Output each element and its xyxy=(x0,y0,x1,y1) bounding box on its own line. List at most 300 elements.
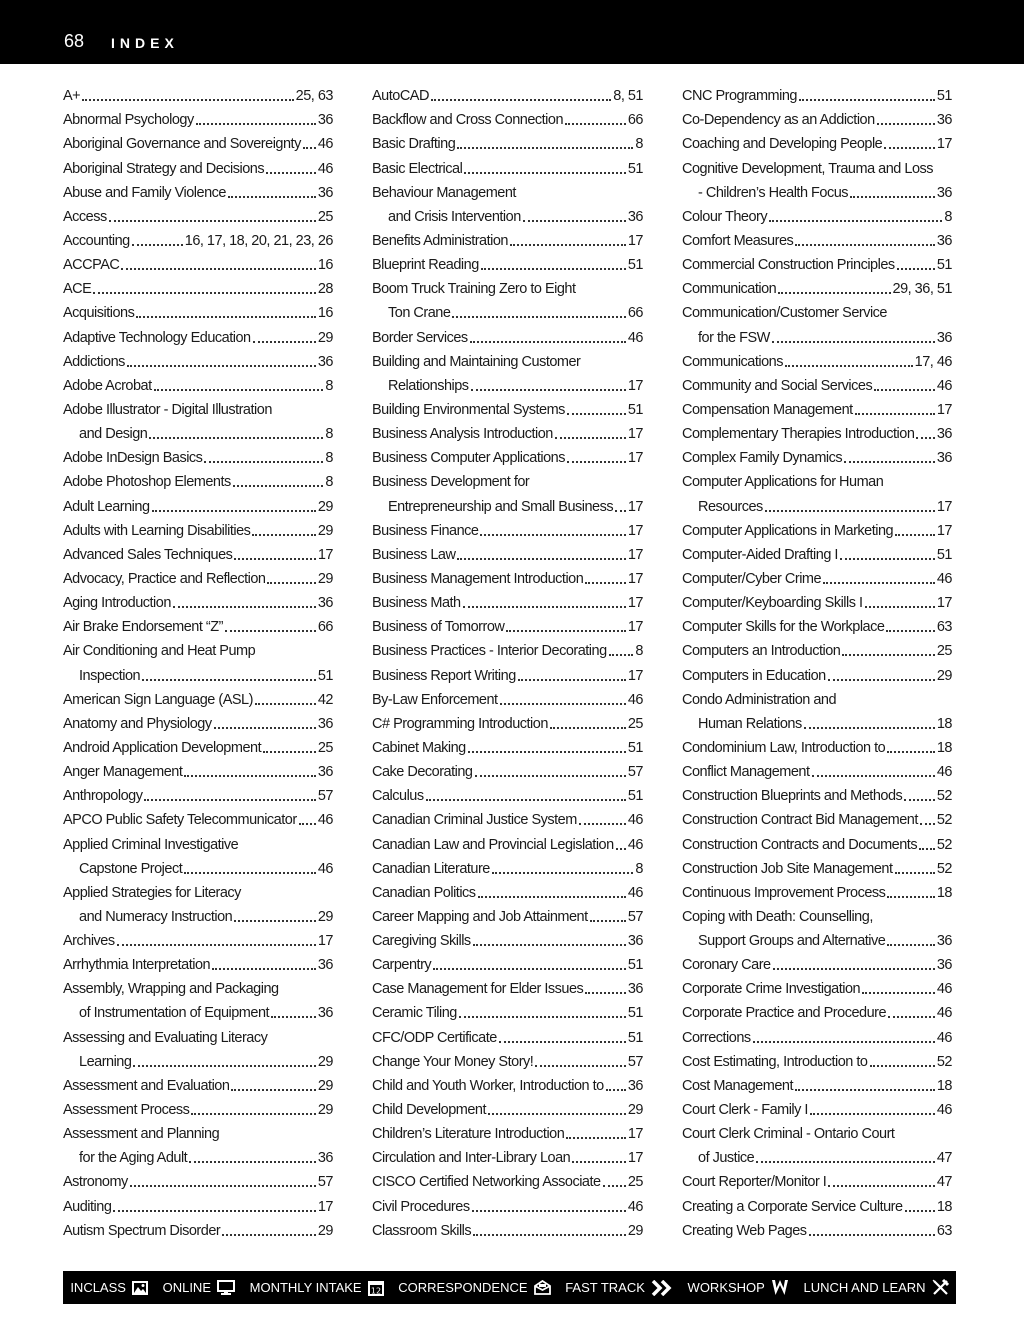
dot-leader xyxy=(565,123,626,125)
dot-leader xyxy=(189,1161,316,1163)
entry-pages: 29 xyxy=(317,329,333,346)
entry-pages: 42 xyxy=(317,691,333,708)
index-entry xyxy=(682,998,952,1022)
entry-pages: 36 xyxy=(627,1077,643,1094)
dot-leader xyxy=(765,510,935,512)
index-entry xyxy=(682,1167,952,1191)
entry-title: Adult Learning xyxy=(63,498,150,515)
index-entry xyxy=(682,274,952,298)
entry-pages: 17 xyxy=(317,546,333,563)
dot-leader xyxy=(823,582,935,584)
entry-pages: 52 xyxy=(936,1053,952,1070)
entry-title: ACE xyxy=(63,281,92,298)
index-entry xyxy=(63,81,333,105)
index-entry xyxy=(682,781,952,805)
dot-leader xyxy=(132,244,183,246)
entry-pages: 8 xyxy=(635,643,643,660)
entry-pages: 29 xyxy=(317,1053,333,1070)
index-entry xyxy=(63,467,333,491)
dot-leader xyxy=(144,799,315,801)
svg-text:12: 12 xyxy=(370,1286,381,1295)
index-entry xyxy=(372,805,643,829)
entry-pages: 29 xyxy=(317,498,333,515)
dot-leader xyxy=(884,147,935,149)
entry-title: Business Analysis Introduction xyxy=(372,426,553,443)
dot-leader xyxy=(121,268,316,270)
entry-title: Business Computer Applications xyxy=(372,450,565,467)
entry-title: Complementary Therapies Introduction xyxy=(682,426,915,443)
legend-item-fast-track xyxy=(565,1280,673,1296)
entry-pages: 46 xyxy=(627,812,643,829)
legend-item-workshop xyxy=(688,1279,789,1296)
entry-pages: 36 xyxy=(936,329,952,346)
dot-leader xyxy=(152,510,316,512)
entry-title: Capstone Project xyxy=(79,860,183,877)
index-entry xyxy=(372,81,643,105)
dot-leader xyxy=(480,534,625,536)
entry-title: Computer/Cyber Crime xyxy=(682,570,822,587)
entry-title: Court Clerk Criminal - Ontario Court xyxy=(682,1126,895,1143)
index-entry xyxy=(63,733,333,757)
entry-pages: 25 xyxy=(627,1174,643,1191)
legend-item-monthly-intake xyxy=(250,1280,384,1296)
index-entry xyxy=(63,347,333,371)
entry-pages: 29 xyxy=(317,570,333,587)
entry-pages: 46 xyxy=(936,981,952,998)
index-entry xyxy=(682,1071,952,1095)
index-entry xyxy=(682,733,952,757)
entry-title: Caregiving Skills xyxy=(372,933,471,950)
dot-leader xyxy=(804,727,935,729)
entry-title: Coaching and Developing People xyxy=(682,136,883,153)
index-entry xyxy=(682,1022,952,1046)
index-entry xyxy=(682,926,952,950)
entry-pages: 52 xyxy=(936,812,952,829)
dot-leader xyxy=(149,437,323,439)
index-entry xyxy=(682,347,952,371)
entry-title: Condominium Law, Introduction to xyxy=(682,739,886,756)
entry-title: Anger Management xyxy=(63,764,183,781)
entry-pages: 51 xyxy=(627,257,643,274)
entry-title: Building and Maintaining Customer xyxy=(372,353,581,370)
double-chevron-icon xyxy=(651,1280,673,1296)
entry-title: Basic Electrical xyxy=(372,160,463,177)
entry-pages: 17 xyxy=(627,498,643,515)
entry-title: Coping with Death: Counselling, xyxy=(682,908,873,925)
entry-title: Auditing xyxy=(63,1198,112,1215)
index-entry xyxy=(63,1143,333,1167)
index-entry xyxy=(372,854,643,878)
entry-title: Aging Introduction xyxy=(63,595,171,612)
entry-title: Basic Drafting xyxy=(372,136,456,153)
entry-pages: 17 xyxy=(317,1198,333,1215)
dot-leader xyxy=(616,848,626,850)
index-entry xyxy=(372,419,643,443)
index-entry xyxy=(682,129,952,153)
entry-title: Calculus xyxy=(372,788,424,805)
dot-leader xyxy=(266,172,316,174)
entry-title: Addictions xyxy=(63,353,125,370)
entry-pages: 17 xyxy=(627,546,643,563)
dot-leader xyxy=(812,775,935,777)
entry-pages: 46 xyxy=(936,764,952,781)
entry-pages: 46 xyxy=(627,836,643,853)
index-entry xyxy=(372,516,643,540)
entry-pages: 63 xyxy=(936,1222,952,1239)
entry-title: Assembly, Wrapping and Packaging xyxy=(63,981,279,998)
dot-leader xyxy=(919,848,935,850)
entry-title: for the FSW xyxy=(698,329,770,346)
dot-leader xyxy=(799,99,935,101)
index-entry xyxy=(682,1143,952,1167)
entry-pages: 36 xyxy=(627,933,643,950)
index-entry xyxy=(682,757,952,781)
index-entry xyxy=(63,1119,333,1143)
dot-leader xyxy=(567,461,626,463)
index-entry xyxy=(63,636,333,660)
entry-pages: 36 xyxy=(936,426,952,443)
index-entry xyxy=(372,878,643,902)
index-entry xyxy=(682,298,952,322)
index-entry xyxy=(63,1191,333,1215)
dot-leader xyxy=(481,268,626,270)
entry-title: Civil Procedures xyxy=(372,1198,470,1215)
entry-title: Construction Blueprints and Methods xyxy=(682,788,903,805)
entry-title: Construction Contract Bid Management xyxy=(682,812,918,829)
index-entry xyxy=(372,588,643,612)
entry-pages: 8, 51 xyxy=(613,88,643,105)
entry-title: for the Aging Adult xyxy=(79,1150,188,1167)
index-entry xyxy=(372,105,643,129)
index-entry xyxy=(372,226,643,250)
index-entry xyxy=(372,757,643,781)
index-entry xyxy=(63,660,333,684)
index-entry xyxy=(372,1119,643,1143)
entry-pages: 36 xyxy=(936,232,952,249)
entry-pages: 51 xyxy=(627,957,643,974)
entry-title: Business Management Introduction xyxy=(372,570,584,587)
entry-title: Computer Applications in Marketing xyxy=(682,522,894,539)
entry-title: Creating a Corporate Service Culture xyxy=(682,1198,903,1215)
index-entry xyxy=(63,878,333,902)
index-entry xyxy=(372,274,643,298)
entry-pages: 47 xyxy=(936,1174,952,1191)
entry-title: Corporate Practice and Procedure xyxy=(682,1005,887,1022)
index-entry xyxy=(63,250,333,274)
dot-leader xyxy=(887,751,935,753)
index-entry xyxy=(63,226,333,250)
entry-title: Anatomy and Physiology xyxy=(63,715,212,732)
entry-pages: 28 xyxy=(317,281,333,298)
dot-leader xyxy=(920,823,935,825)
dot-leader xyxy=(214,727,316,729)
entry-pages: 46 xyxy=(627,329,643,346)
index-entry xyxy=(63,443,333,467)
index-entry xyxy=(63,491,333,515)
entry-pages: 52 xyxy=(936,788,952,805)
entry-title: Children’s Literature Introduction xyxy=(372,1126,565,1143)
index-entry xyxy=(372,1047,643,1071)
entry-title: Benefits Administration xyxy=(372,232,508,249)
dot-leader xyxy=(93,292,316,294)
entry-pages: 17 xyxy=(317,933,333,950)
entry-title: Assessment and Planning xyxy=(63,1126,220,1143)
entry-pages: 63 xyxy=(936,619,952,636)
entry-pages: 46 xyxy=(936,377,952,394)
legend-label: INCLASS xyxy=(70,1280,126,1295)
entry-pages: 46 xyxy=(936,1005,952,1022)
entry-title: Co-Dependency as an Addiction xyxy=(682,112,875,129)
index-entry xyxy=(372,998,643,1022)
entry-title: Computer/Keyboarding Skills I xyxy=(682,595,863,612)
entry-pages: 51 xyxy=(627,160,643,177)
entry-title: Advanced Sales Techniques xyxy=(63,546,233,563)
entry-pages: 36 xyxy=(936,112,952,129)
entry-pages: 36 xyxy=(317,957,333,974)
dot-leader xyxy=(225,630,316,632)
index-entry xyxy=(682,395,952,419)
index-entry xyxy=(63,540,333,564)
index-entry xyxy=(63,757,333,781)
entry-pages: 51 xyxy=(627,1029,643,1046)
entry-title: Air Conditioning and Heat Pump xyxy=(63,643,256,660)
entry-title: Arrhythmia Interpretation xyxy=(63,957,211,974)
entry-pages: 8 xyxy=(325,426,333,443)
dot-leader xyxy=(895,534,935,536)
entry-title: Resources xyxy=(698,498,763,515)
index-entry xyxy=(682,612,952,636)
dot-leader xyxy=(916,437,934,439)
entry-title: Assessment and Evaluation xyxy=(63,1077,230,1094)
dot-leader xyxy=(271,1016,316,1018)
index-entry xyxy=(682,202,952,226)
dot-leader xyxy=(904,799,935,801)
dot-leader xyxy=(303,147,316,149)
entry-pages: 29 xyxy=(317,908,333,925)
index-entry xyxy=(682,467,952,491)
index-entry xyxy=(682,105,952,129)
index-entry xyxy=(63,298,333,322)
index-entry xyxy=(63,805,333,829)
index-entry xyxy=(682,1119,952,1143)
entry-title: Compensation Management xyxy=(682,401,853,418)
entry-title: Corporate Crime Investigation xyxy=(682,981,861,998)
entry-pages: 17 xyxy=(627,426,643,443)
entry-title: Business Finance xyxy=(372,522,479,539)
index-entry xyxy=(63,781,333,805)
entry-title: Comfort Measures xyxy=(682,232,794,249)
index-entry xyxy=(372,250,643,274)
dot-leader xyxy=(615,510,626,512)
image-icon xyxy=(132,1281,148,1295)
entry-pages: 36 xyxy=(317,595,333,612)
entry-title: Relationships xyxy=(388,377,469,394)
legend-label: CORRESPONDENCE xyxy=(398,1280,528,1295)
entry-title: Access xyxy=(63,208,107,225)
entry-pages: 36 xyxy=(936,933,952,950)
entry-title: Court Clerk - Family I xyxy=(682,1102,808,1119)
entry-title: Community and Social Services xyxy=(682,377,873,394)
entry-title: Case Management for Elder Issues xyxy=(372,981,584,998)
index-entry xyxy=(372,540,643,564)
dot-leader xyxy=(887,944,935,946)
entry-title: Computers in Education xyxy=(682,667,826,684)
dot-leader xyxy=(184,872,316,874)
dot-leader xyxy=(470,341,626,343)
dot-leader xyxy=(756,1161,935,1163)
dot-leader xyxy=(877,123,935,125)
entry-pages: 17 xyxy=(627,570,643,587)
entry-pages: 18 xyxy=(936,715,952,732)
index-entry xyxy=(63,588,333,612)
entry-pages: 8 xyxy=(325,450,333,467)
entry-title: Commercial Construction Principles xyxy=(682,257,895,274)
index-entry xyxy=(63,974,333,998)
entry-pages: 36 xyxy=(317,715,333,732)
dot-leader xyxy=(228,196,316,198)
entry-pages: 17 xyxy=(936,136,952,153)
index-entry xyxy=(682,902,952,926)
entry-pages: 46 xyxy=(627,691,643,708)
entry-title: Communication/Customer Service xyxy=(682,305,887,322)
index-entry xyxy=(372,1143,643,1167)
entry-pages: 29 xyxy=(627,1102,643,1119)
index-entry xyxy=(682,1216,952,1240)
entry-title: Cognitive Development, Trauma and Loss xyxy=(682,160,934,177)
dot-leader xyxy=(464,172,626,174)
entry-pages: 46 xyxy=(317,860,333,877)
mail-icon xyxy=(534,1280,551,1295)
dot-leader xyxy=(82,99,294,101)
entry-title: Autism Spectrum Disorder xyxy=(63,1222,221,1239)
entry-pages: 46 xyxy=(317,160,333,177)
index-entry xyxy=(682,491,952,515)
index-entry xyxy=(372,829,643,853)
index-entry xyxy=(372,660,643,684)
index-entry xyxy=(682,540,952,564)
index-entry xyxy=(63,371,333,395)
legend-item-inclass xyxy=(70,1280,148,1295)
dot-leader xyxy=(426,799,626,801)
index-entry xyxy=(682,226,952,250)
index-entry xyxy=(682,660,952,684)
entry-pages: 47 xyxy=(936,1150,952,1167)
entry-pages: 17 xyxy=(627,667,643,684)
dot-leader xyxy=(267,582,315,584)
entry-pages: 36 xyxy=(317,1150,333,1167)
index-entry xyxy=(372,467,643,491)
entry-title: Adults with Learning Disabilities xyxy=(63,522,251,539)
index-entry xyxy=(682,685,952,709)
index-entry xyxy=(63,685,333,709)
entry-title: Computer-Aided Drafting I xyxy=(682,546,838,563)
dot-leader xyxy=(585,992,626,994)
dot-leader xyxy=(196,123,316,125)
index-column-1 xyxy=(63,81,333,1240)
index-entry xyxy=(682,709,952,733)
dot-leader xyxy=(810,1113,935,1115)
entry-title: Conflict Management xyxy=(682,764,810,781)
entry-pages: 46 xyxy=(627,884,643,901)
entry-title: Building Environmental Systems xyxy=(372,401,565,418)
entry-title: ACCPAC xyxy=(63,257,120,274)
index-entry xyxy=(682,1095,952,1119)
entry-title: Backflow and Cross Connection xyxy=(372,112,564,129)
entry-title: of Instrumentation of Equipment xyxy=(79,1005,270,1022)
index-entry xyxy=(372,347,643,371)
entry-pages: 25 xyxy=(936,643,952,660)
index-entry xyxy=(682,878,952,902)
dot-leader xyxy=(887,896,934,898)
dot-leader xyxy=(127,365,316,367)
index-entry xyxy=(682,81,952,105)
entry-title: Child and Youth Worker, Introduction to xyxy=(372,1077,604,1094)
section-title: INDEX xyxy=(111,35,179,51)
entry-title: Advocacy, Practice and Reflection xyxy=(63,570,266,587)
entry-pages: 36 xyxy=(317,1005,333,1022)
entry-pages: 17 xyxy=(627,1150,643,1167)
index-entry xyxy=(682,1191,952,1215)
entry-title: CNC Programming xyxy=(682,88,797,105)
entry-title: By-Law Enforcement xyxy=(372,691,498,708)
entry-title: Corrections xyxy=(682,1029,751,1046)
dot-leader xyxy=(905,1210,935,1212)
w-icon xyxy=(771,1279,789,1296)
dot-leader xyxy=(874,389,935,391)
dot-leader xyxy=(865,606,935,608)
dot-leader xyxy=(234,920,316,922)
entry-title: CISCO Certified Networking Associate xyxy=(372,1174,601,1191)
entry-pages: 17 xyxy=(627,1126,643,1143)
entry-pages: 46 xyxy=(936,1029,952,1046)
dot-leader xyxy=(579,823,626,825)
entry-pages: 8 xyxy=(944,208,952,225)
dot-leader xyxy=(468,751,626,753)
entry-pages: 66 xyxy=(317,619,333,636)
dot-leader xyxy=(773,968,935,970)
index-entry xyxy=(682,371,952,395)
entry-pages: 17 xyxy=(936,522,952,539)
entry-title: and Numeracy Instruction xyxy=(79,908,233,925)
entry-title: - Children’s Health Focus xyxy=(698,184,849,201)
dot-leader xyxy=(897,268,935,270)
index-entry xyxy=(63,129,333,153)
entry-title: Entrepreneurship and Small Business xyxy=(388,498,614,515)
dot-leader xyxy=(191,1113,315,1115)
index-entry xyxy=(63,1022,333,1046)
index-entry xyxy=(63,516,333,540)
dot-leader xyxy=(778,292,890,294)
index-entry xyxy=(372,371,643,395)
dot-leader xyxy=(463,606,626,608)
index-entry xyxy=(372,443,643,467)
entry-title: Canadian Politics xyxy=(372,884,476,901)
dot-leader xyxy=(136,316,315,318)
entry-title: C# Programming Introduction xyxy=(372,715,548,732)
dot-leader xyxy=(255,703,316,705)
entry-title: Business Report Writing xyxy=(372,667,516,684)
index-entry xyxy=(372,950,643,974)
entry-pages: 51 xyxy=(627,401,643,418)
fork-knife-icon xyxy=(932,1279,949,1296)
dot-leader xyxy=(231,1089,315,1091)
dot-leader xyxy=(492,872,634,874)
dot-leader xyxy=(566,1137,626,1139)
entry-pages: 18 xyxy=(936,884,952,901)
entry-title: Canadian Literature xyxy=(372,860,490,877)
format-legend-bar xyxy=(63,1271,956,1304)
dot-leader xyxy=(609,654,634,656)
